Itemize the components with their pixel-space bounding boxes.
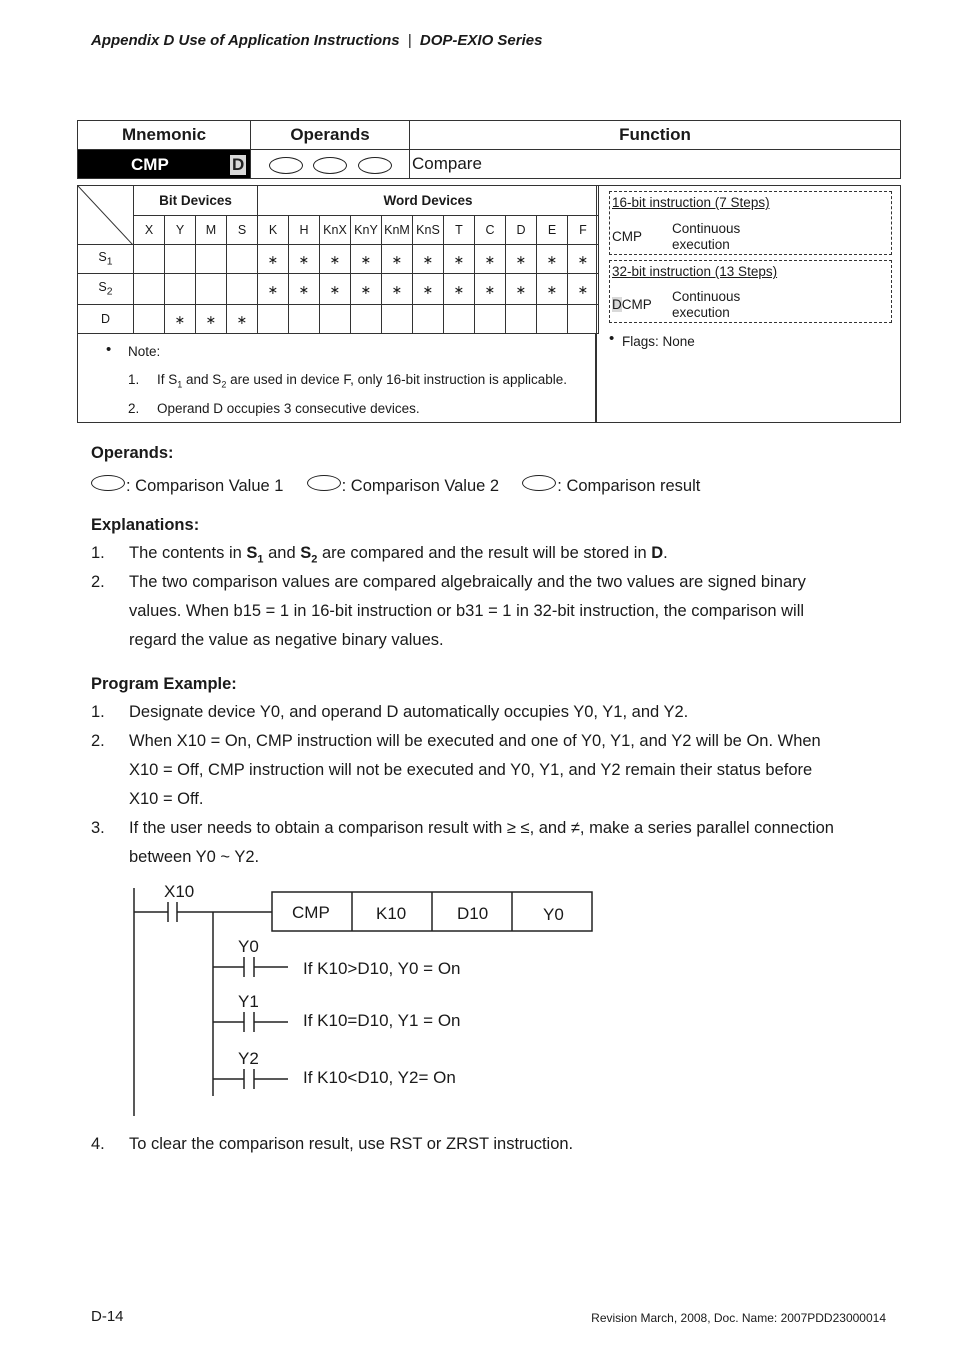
function-value: Compare bbox=[410, 150, 901, 179]
device-cell: ∗ bbox=[568, 274, 599, 305]
device-cell: ∗ bbox=[506, 245, 537, 274]
notes-box bbox=[77, 333, 596, 423]
operand-oval-icon bbox=[307, 475, 341, 491]
explanation-2-num: 2. bbox=[91, 573, 105, 591]
explanation-2-text: The two comparison values are compared algebraically and the two values are signed binary values. When b15 = 1 in 16-bit instruction or b31 = 1 in 32-bit instruction, the comparison will regard the value as negative binary values. bbox=[129, 573, 806, 649]
col-header: KnS bbox=[413, 216, 444, 245]
col-header: F bbox=[568, 216, 599, 245]
ladder-coil-y2: Y2 bbox=[238, 1049, 259, 1068]
col-header: T bbox=[444, 216, 475, 245]
col-header: E bbox=[537, 216, 568, 245]
operands-legend bbox=[91, 472, 700, 501]
operands-header: Operands bbox=[251, 121, 410, 150]
device-cell bbox=[382, 305, 413, 334]
diagonal-corner bbox=[78, 186, 134, 245]
device-cell: ∗ bbox=[413, 274, 444, 305]
device-cell bbox=[444, 305, 475, 334]
row-label: D bbox=[78, 305, 134, 334]
operands-heading: Operands: bbox=[91, 444, 174, 462]
device-row-s2 bbox=[78, 274, 599, 305]
col-header: Y bbox=[165, 216, 196, 245]
bit-devices-header: Bit Devices bbox=[134, 186, 258, 216]
device-table bbox=[77, 185, 599, 334]
ladder-input-label: X10 bbox=[164, 882, 195, 901]
box-16bit-title: 16-bit instruction (7 Steps) bbox=[612, 195, 770, 210]
operand-oval-s2 bbox=[313, 157, 347, 174]
revision-info: Revision March, 2008, Doc. Name: 2007PDD23000014 bbox=[591, 1311, 886, 1325]
device-cell: ∗ bbox=[351, 274, 382, 305]
notes-title: Note: bbox=[128, 344, 161, 359]
note-2-num: 2. bbox=[128, 401, 140, 416]
example-4-num: 4. bbox=[91, 1135, 105, 1153]
mnemonic-header: Mnemonic bbox=[78, 121, 251, 150]
col-header: KnM bbox=[382, 216, 413, 245]
operand-ovals bbox=[251, 150, 410, 179]
operand-legend-1: : Comparison Value 1 bbox=[126, 477, 284, 495]
row-label: $S_1$ bbox=[78, 245, 134, 274]
mnemonic-cell bbox=[78, 150, 251, 179]
device-cell bbox=[413, 305, 444, 334]
page-number: D-14 bbox=[91, 1308, 124, 1325]
flags-text: Flags: None bbox=[622, 334, 695, 349]
device-cell bbox=[568, 305, 599, 334]
device-cell: ∗ bbox=[413, 245, 444, 274]
example-2-num: 2. bbox=[91, 732, 105, 750]
device-cell bbox=[227, 274, 258, 305]
device-cell: ∗ bbox=[289, 274, 320, 305]
box-16bit bbox=[609, 191, 892, 255]
device-cell bbox=[289, 305, 320, 334]
device-cell bbox=[506, 305, 537, 334]
ladder-diagram bbox=[0, 870, 954, 1130]
device-cell bbox=[475, 305, 506, 334]
operand-legend-2: : Comparison Value 2 bbox=[341, 477, 500, 495]
example-4-text: To clear the comparison result, use RST or ZRST instruction. bbox=[129, 1135, 574, 1153]
ladder-instruction-op: CMP bbox=[292, 903, 330, 922]
note-1-text: If $S_1$ and $S_2$ are used in device F, only 16-bit instruction is applicable. bbox=[157, 372, 568, 390]
device-cell: ∗ bbox=[537, 245, 568, 274]
d-flag: D bbox=[232, 155, 245, 174]
device-cell: ∗ bbox=[227, 305, 258, 334]
col-header: M bbox=[196, 216, 227, 245]
page-header bbox=[91, 32, 542, 49]
box-32bit-mnemonic: DCMP bbox=[612, 297, 652, 312]
note-1-num: 1. bbox=[128, 372, 140, 387]
device-cell bbox=[134, 305, 165, 334]
device-cell: ∗ bbox=[196, 305, 227, 334]
device-cell: ∗ bbox=[258, 274, 289, 305]
col-header: H bbox=[289, 216, 320, 245]
device-cell: ∗ bbox=[351, 245, 382, 274]
device-cell: ∗ bbox=[475, 245, 506, 274]
example-3-text: If the user needs to obtain a comparison result with ≥ ≤, and ≠, make a series parallel connection between Y0 ~ Y2. bbox=[129, 819, 834, 866]
program-example-heading: Program Example: bbox=[91, 675, 237, 693]
device-cell bbox=[351, 305, 382, 334]
device-cell: ∗ bbox=[289, 245, 320, 274]
col-header: K bbox=[258, 216, 289, 245]
device-cell: ∗ bbox=[382, 274, 413, 305]
ladder-coil-y1: Y1 bbox=[238, 992, 259, 1011]
note-2-text: Operand D occupies 3 consecutive devices. bbox=[157, 401, 420, 416]
col-header: S bbox=[227, 216, 258, 245]
instruction-info-box bbox=[596, 185, 901, 423]
example-1-text: Designate device Y0, and operand D automatically occupies Y0, Y1, and Y2. bbox=[129, 703, 689, 721]
explanation-1-num: 1. bbox=[91, 544, 105, 562]
device-cell bbox=[227, 245, 258, 274]
operand-oval-icon bbox=[91, 475, 125, 491]
device-cell bbox=[134, 274, 165, 305]
header-series: DOP-EXIO Series bbox=[419, 32, 543, 49]
device-cell bbox=[165, 245, 196, 274]
example-3-num: 3. bbox=[91, 819, 105, 837]
word-devices-header: Word Devices bbox=[258, 186, 599, 216]
operand-oval-d bbox=[358, 157, 392, 174]
function-header: Function bbox=[410, 121, 901, 150]
device-cell: ∗ bbox=[320, 245, 351, 274]
device-cell: ∗ bbox=[475, 274, 506, 305]
flags-bullet: • bbox=[609, 330, 615, 347]
device-cell: ∗ bbox=[320, 274, 351, 305]
col-header: X bbox=[134, 216, 165, 245]
explanations-heading: Explanations: bbox=[91, 516, 200, 534]
example-1-num: 1. bbox=[91, 703, 105, 721]
diagonal-line bbox=[78, 186, 133, 245]
mnemonic-table bbox=[77, 120, 901, 179]
header-separator: | bbox=[407, 32, 412, 49]
col-header: KnY bbox=[351, 216, 382, 245]
mnemonic-value: CMP bbox=[131, 155, 169, 174]
device-cell: ∗ bbox=[444, 245, 475, 274]
device-cell: ∗ bbox=[165, 305, 196, 334]
operand-oval-icon bbox=[522, 475, 556, 491]
example-2-text: When X10 = On, CMP instruction will be executed and one of Y0, Y1, and Y2 will be On. When X10 = Off, CMP instruction will not be executed and Y0, Y1, and Y2 remain their status before X10 = Off. bbox=[129, 732, 821, 808]
row-label: $S_2$ bbox=[78, 274, 134, 305]
device-row-s1 bbox=[78, 245, 599, 274]
device-cell: ∗ bbox=[506, 274, 537, 305]
operand-legend-3: : Comparison result bbox=[557, 477, 701, 495]
header-title: Appendix D Use of Application Instructions bbox=[91, 32, 400, 49]
device-row-d bbox=[78, 305, 599, 334]
box-32bit bbox=[609, 260, 892, 323]
box-32bit-title: 32-bit instruction (13 Steps) bbox=[612, 264, 778, 279]
ladder-output-y1-text: If K10=D10, Y1 = On bbox=[303, 1011, 461, 1030]
device-cell bbox=[196, 245, 227, 274]
device-cell: ∗ bbox=[444, 274, 475, 305]
device-cell bbox=[196, 274, 227, 305]
col-header: C bbox=[475, 216, 506, 245]
device-cell: ∗ bbox=[258, 245, 289, 274]
ladder-instruction-d: Y0 bbox=[543, 905, 564, 924]
col-header: D bbox=[506, 216, 537, 245]
col-header: KnX bbox=[320, 216, 351, 245]
ladder-instruction-s2: D10 bbox=[457, 904, 489, 923]
box-16bit-exec: Continuous execution bbox=[672, 221, 741, 252]
operand-oval-s1 bbox=[269, 157, 303, 174]
box-16bit-mnemonic: CMP bbox=[612, 229, 642, 244]
device-cell bbox=[537, 305, 568, 334]
device-cell: ∗ bbox=[382, 245, 413, 274]
device-cell bbox=[258, 305, 289, 334]
device-cell bbox=[134, 245, 165, 274]
device-cell: ∗ bbox=[568, 245, 599, 274]
ladder-coil-y0: Y0 bbox=[238, 937, 259, 956]
explanation-1-text: The contents in $S_1$ and $S_2$ are compared and the result will be stored in D. bbox=[129, 544, 668, 566]
device-cell bbox=[320, 305, 351, 334]
ladder-output-y0-text: If K10>D10, Y0 = On bbox=[303, 959, 461, 978]
notes-bullet: • bbox=[106, 341, 112, 358]
ladder-instruction-s1: K10 bbox=[376, 904, 407, 923]
box-32bit-exec: Continuous execution bbox=[672, 289, 741, 320]
ladder-output-y2-text: If K10<D10, Y2= On bbox=[303, 1068, 456, 1087]
device-cell bbox=[165, 274, 196, 305]
device-columns-row bbox=[78, 216, 599, 245]
device-cell: ∗ bbox=[537, 274, 568, 305]
